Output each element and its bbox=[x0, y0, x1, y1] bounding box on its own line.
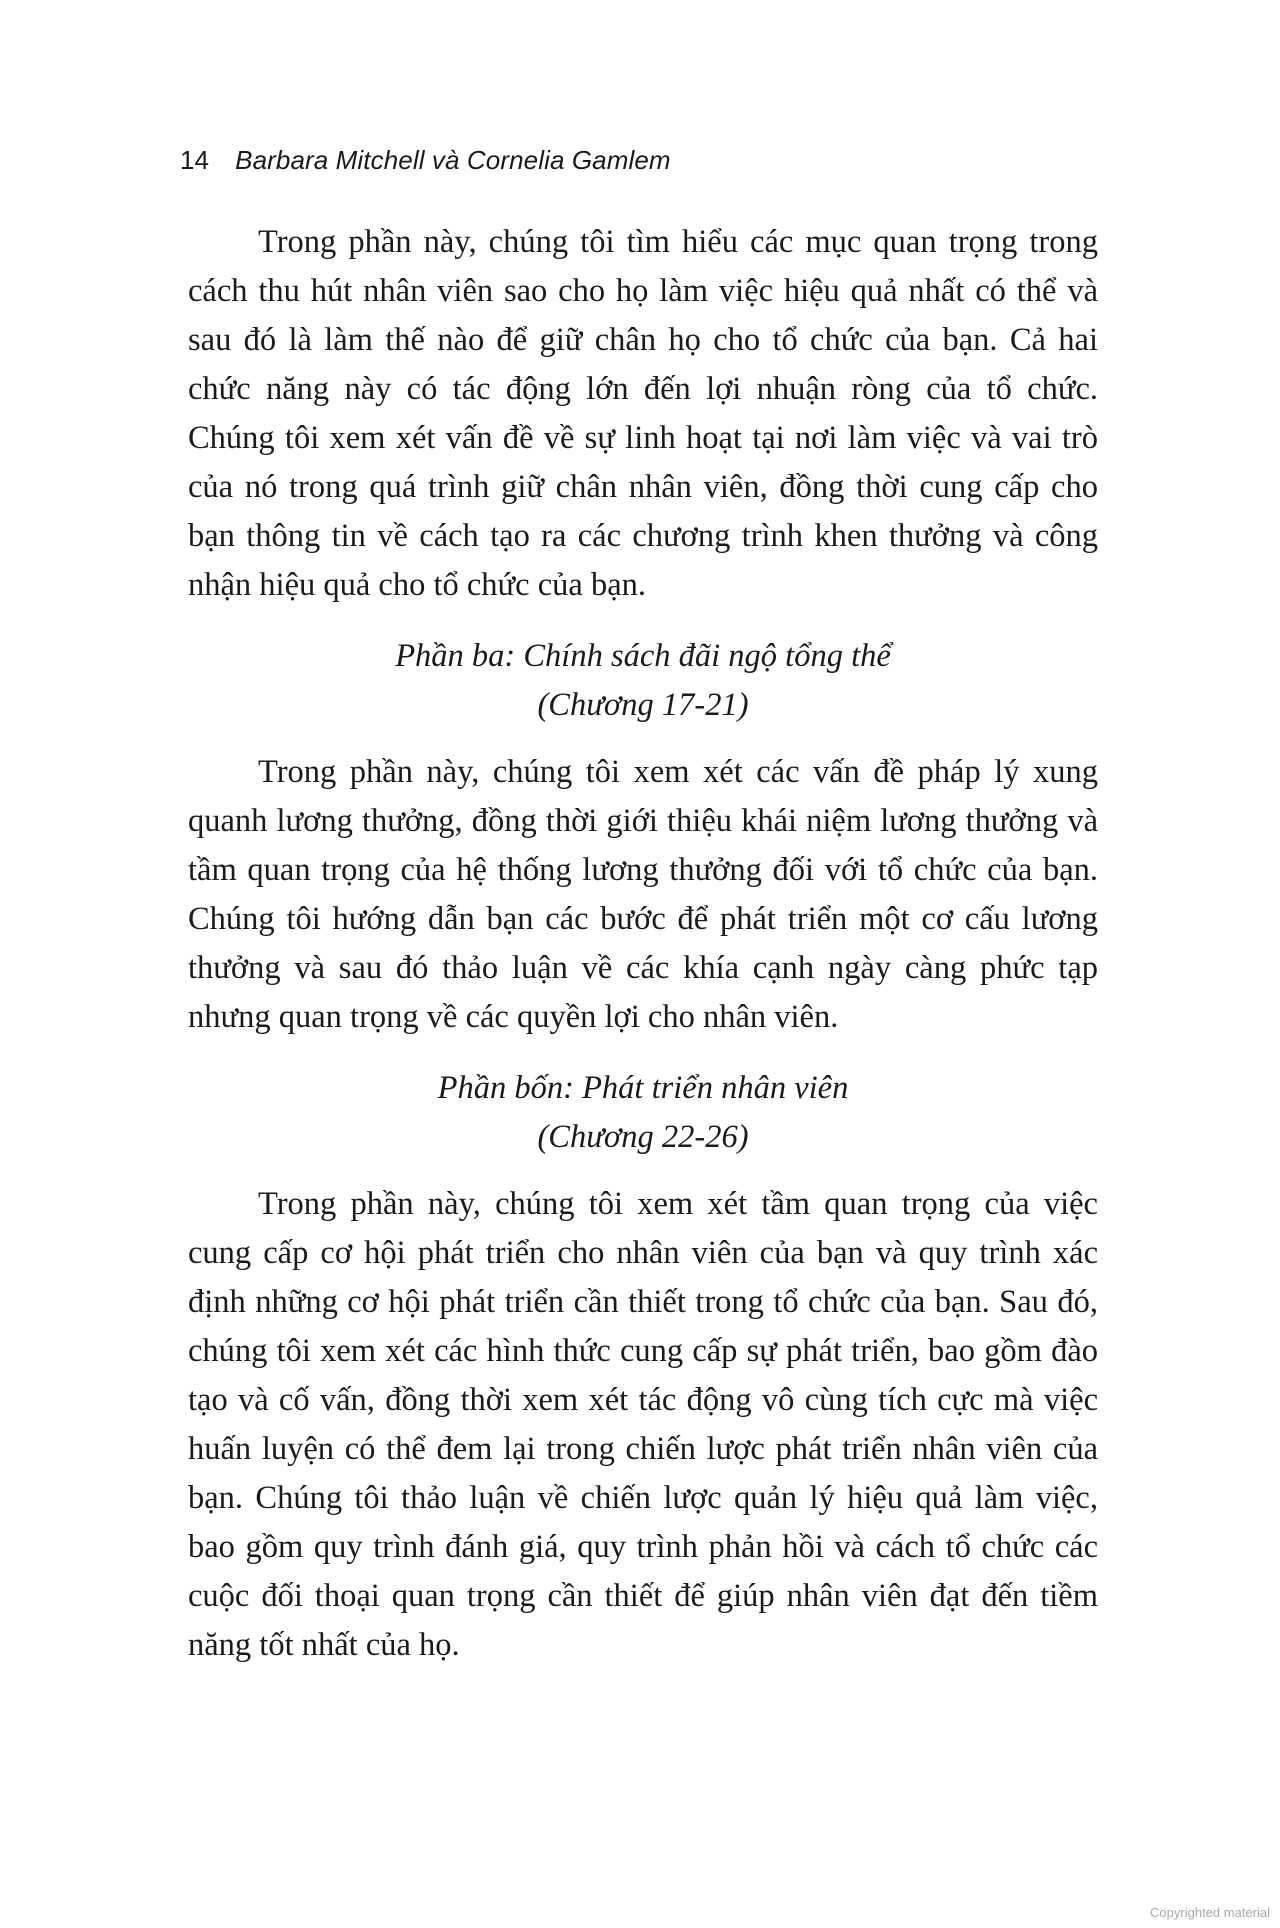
paragraph-part-three-summary: Trong phần này, chúng tôi xem xét các vấn đề pháp lý xung quanh lương thưởng, đồng thời giới thiệu khái niệm lương thưởng và tầm quan trọng của hệ thống lương thưởng đối với tổ chức của bạn. Chúng tôi hướng dẫn bạn các bước để phát triển một cơ cấu lương thưởng và sau đó thảo luận về các khía cạnh ngày càng phức tạp nhưng quan trọng về các quyền lợi cho nhân viên. bbox=[188, 754, 1098, 1035]
section-heading-part-three bbox=[188, 632, 1098, 730]
paragraph-part-two-summary: Trong phần này, chúng tôi tìm hiểu các mục quan trọng trong cách thu hút nhân viên sao cho họ làm việc hiệu quả nhất có thể và sau đó là làm thế nào để giữ chân họ cho tổ chức của bạn. Cả hai chức năng này có tác động lớn đến lợi nhuận ròng của tổ chức. Chúng tôi xem xét vấn đề về sự linh hoạt tại nơi làm việc và vai trò của nó trong quá trình giữ chân nhân viên, đồng thời cung cấp cho bạn thông tin về cách tạo ra các chương trình khen thưởng và công nhận hiệu quả cho tổ chức của bạn. bbox=[188, 224, 1098, 603]
section-chapters: (Chương 17-21) bbox=[537, 687, 749, 723]
body-text bbox=[188, 218, 1098, 1670]
section-heading-part-four bbox=[188, 1064, 1098, 1162]
section-title: Phần bốn: Phát triển nhân viên bbox=[437, 1070, 849, 1106]
section-chapters: (Chương 22-26) bbox=[537, 1119, 749, 1155]
copyright-watermark: Copyrighted material bbox=[1150, 1905, 1270, 1920]
paragraph-part-four-summary: Trong phần này, chúng tôi xem xét tầm quan trọng của việc cung cấp cơ hội phát triển cho nhân viên của bạn và quy trình xác định những cơ hội phát triển cần thiết trong tổ chức của bạn. Sau đó, chúng tôi xem xét các hình thức cung cấp sự phát triển, bao gồm đào tạo và cố vấn, đồng thời xem xét tác động vô cùng tích cực mà việc huấn luyện có thể đem lại trong chiến lược phát triển nhân viên của bạn. Chúng tôi thảo luận về chiến lược quản lý hiệu quả làm việc, bao gồm quy trình đánh giá, quy trình phản hồi và cách tổ chức các cuộc đối thoại quan trọng cần thiết để giúp nhân viên đạt đến tiềm năng tốt nhất của họ. bbox=[188, 1186, 1098, 1663]
running-header bbox=[180, 145, 671, 176]
running-header-authors: Barbara Mitchell và Cornelia Gamlem bbox=[235, 145, 671, 175]
section-title: Phần ba: Chính sách đãi ngộ tổng thể bbox=[395, 638, 891, 674]
page-number: 14 bbox=[180, 145, 210, 175]
